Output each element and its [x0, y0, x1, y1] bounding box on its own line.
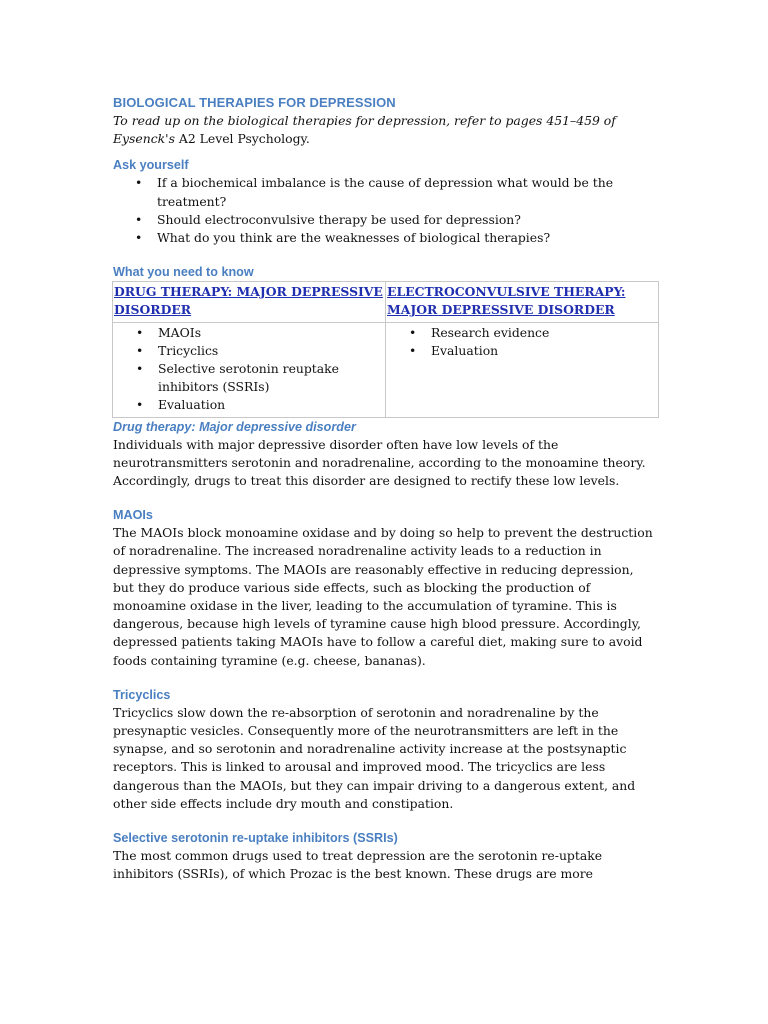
list-item: • Evaluation — [136, 396, 384, 414]
ect-topics-list — [387, 324, 657, 360]
list-item: • Evaluation — [409, 342, 657, 360]
intro-upright: A2 Level Psychology. — [174, 131, 310, 147]
ssris-paragraph: The most common drugs used to treat depression are the serotonin re-uptake inhibitors (SSRIs), of which Prozac is the best known. These drugs are more — [113, 848, 603, 882]
document-page — [113, 94, 653, 884]
drug-therapy-link[interactable]: DRUG THERAPY: MAJOR DEPRESSIVE DISORDER — [114, 284, 383, 318]
table-header-cell — [386, 282, 659, 322]
ask-yourself-list — [113, 174, 653, 247]
intro-text — [113, 112, 653, 148]
list-item: • If a biochemical imbalance is the cause of depression what would be the treatment? — [135, 174, 653, 210]
maois-paragraph: The MAOIs block monoamine oxidase and by doing so help to prevent the destruction of noradrenaline. The increased noradrenaline activity leads to a reduction in depressive symptoms. The MAOIs are reasonably effective in reducing depression, but they do produce various side effects, such as blocking the production of monoamine oxidase in the liver, leading to the accumulation of tyramine. This is dangerous, because high levels of tyramine cause high blood pressure. Accordingly, depressed patients taking MAOIs have to follow a careful diet, making sure to avoid foods containing tyramine (e.g. cheese, bananas). — [113, 525, 653, 668]
table-row — [113, 322, 659, 417]
table-cell — [386, 322, 659, 417]
drug-therapy-heading: Drug therapy: Major depressive disorder — [113, 419, 356, 434]
list-item: • Selective serotonin reuptake inhibitors (SSRIs) — [136, 360, 384, 396]
list-item: • Tricyclics — [136, 342, 384, 360]
what-you-need-heading: What you need to know — [113, 265, 254, 280]
ect-link[interactable]: ELECTROCONVULSIVE THERAPY: MAJOR DEPRESSIVE DISORDER — [387, 284, 626, 318]
list-item: • Should electroconvulsive therapy be used for depression? — [135, 211, 653, 229]
list-item: • What do you think are the weaknesses of biological therapies? — [135, 229, 653, 247]
tricyclics-heading: Tricyclics — [113, 687, 171, 702]
drug-topics-list — [114, 324, 384, 415]
topics-table — [112, 281, 659, 417]
tricyclics-paragraph: Tricyclics slow down the re-absorption of serotonin and noradrenaline by the presynaptic vesicles. Consequently more of the neurotransmitters are left in the synapse, and so serotonin and noradrenaline activity increase at the postsynaptic receptors. This is linked to arousal and improved mood. The tricyclics are less dangerous than the MAOIs, but they can impair driving to a dangerous extent, and other side effects include dry mouth and constipation. — [113, 704, 636, 811]
maois-heading: MAOIs — [113, 508, 153, 523]
list-item: • MAOIs — [136, 324, 384, 342]
ssris-heading: Selective serotonin re-uptake inhibitors (SSRIs) — [113, 831, 398, 846]
table-header-row — [113, 282, 659, 322]
document-title: BIOLOGICAL THERAPIES FOR DEPRESSION — [113, 95, 396, 110]
table-header-cell — [113, 282, 386, 322]
drug-therapy-paragraph: Individuals with major depressive disorder often have low levels of the neurotransmitters serotonin and noradrenaline, according to the monoamine theory. Accordingly, drugs to treat this disorder are designed to rectify these low levels. — [113, 436, 646, 489]
list-item: • Research evidence — [409, 324, 657, 342]
intro-italic: To read up on the biological therapies for depression, refer to pages 451–459 of Eysenck's — [113, 113, 616, 147]
table-cell — [113, 322, 386, 417]
ask-yourself-heading: Ask yourself — [113, 158, 189, 173]
